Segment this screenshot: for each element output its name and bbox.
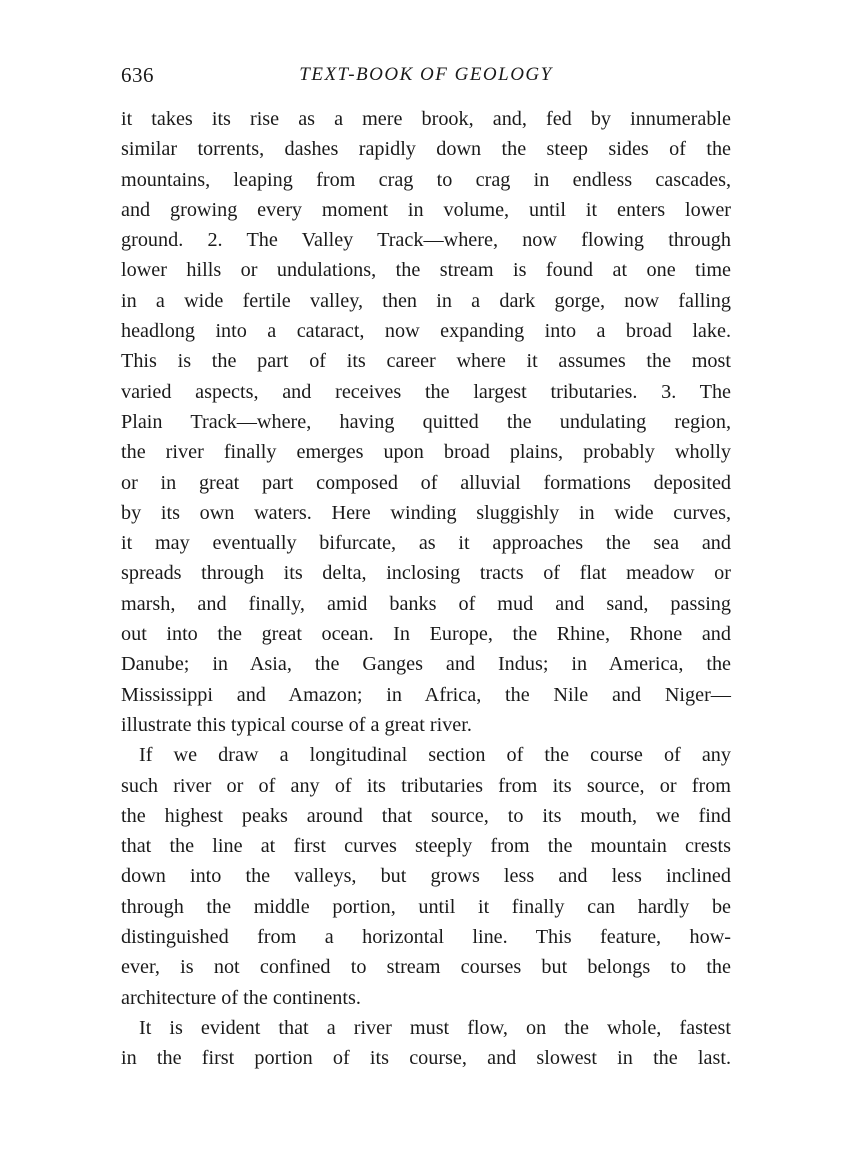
text-line: such river or of any of its tributaries from its source, or from (121, 774, 731, 797)
text-line: the river finally emerges upon broad plains, probably wholly (121, 441, 731, 464)
paragraph-3 (121, 1013, 731, 1074)
text-line: it takes its rise as a mere brook, and, fed by innumerable (121, 108, 731, 130)
paragraph-1 (121, 104, 731, 740)
text-line: that the line at first curves steeply from the mountain crests (121, 835, 731, 858)
text-line: in a wide fertile valley, then in a dark gorge, now falling (121, 289, 731, 312)
text-line: If we draw a longitudinal section of the course of any (139, 744, 731, 767)
text-line: varied aspects, and receives the largest tributaries. 3. The (121, 380, 731, 403)
running-title: TEXT-BOOK OF GEOLOGY (299, 64, 553, 85)
text-line: the highest peaks around that source, to its mouth, we find (121, 804, 731, 827)
text-line: It is evident that a river must flow, on the whole, fastest (139, 1016, 731, 1039)
text-line: similar torrents, dashes rapidly down the steep sides of the (121, 138, 731, 161)
running-head (121, 60, 731, 90)
text-line: through the middle portion, until it finally can hardly be (121, 895, 731, 918)
text-line: Danube; in Asia, the Ganges and Indus; in America, the (121, 653, 731, 676)
page-number: 636 (121, 63, 154, 87)
text-line: down into the valleys, but grows less and less inclined (121, 865, 731, 888)
text-line: by its own waters. Here winding sluggishly in wide curves, (121, 501, 731, 524)
text-line: illustrate this typical course of a great river. (121, 713, 472, 736)
paragraph-2 (121, 740, 731, 1013)
text-line: ground. 2. The Valley Track—where, now flowing through (121, 229, 731, 252)
text-line: Mississippi and Amazon; in Africa, the Nile and Niger— (121, 683, 731, 706)
text-line: headlong into a cataract, now expanding into a broad lake. (121, 320, 731, 343)
text-line: out into the great ocean. In Europe, the Rhine, Rhone and (121, 623, 731, 646)
text-line: or in great part composed of alluvial formations deposited (121, 471, 731, 494)
text-line: distinguished from a horizontal line. This feature, how- (121, 926, 731, 949)
text-line: and growing every moment in volume, until it enters lower (121, 198, 731, 221)
text-line: spreads through its delta, inclosing tracts of flat meadow or (121, 562, 731, 585)
text-line: marsh, and finally, amid banks of mud and sand, passing (121, 592, 731, 615)
text-line: in the first portion of its course, and slowest in the last. (121, 1047, 731, 1070)
text-line: lower hills or undulations, the stream is found at one time (121, 259, 731, 282)
body-text (121, 104, 731, 1074)
text-line: mountains, leaping from crag to crag in endless cascades, (121, 168, 731, 191)
text-line: Plain Track—where, having quitted the undulating region, (121, 410, 731, 433)
text-line: architecture of the continents. (121, 986, 361, 1009)
text-line: This is the part of its career where it assumes the most (121, 350, 731, 373)
text-line: it may eventually bifurcate, as it approaches the sea and (121, 532, 731, 555)
text-line: ever, is not confined to stream courses but belongs to the (121, 956, 731, 979)
